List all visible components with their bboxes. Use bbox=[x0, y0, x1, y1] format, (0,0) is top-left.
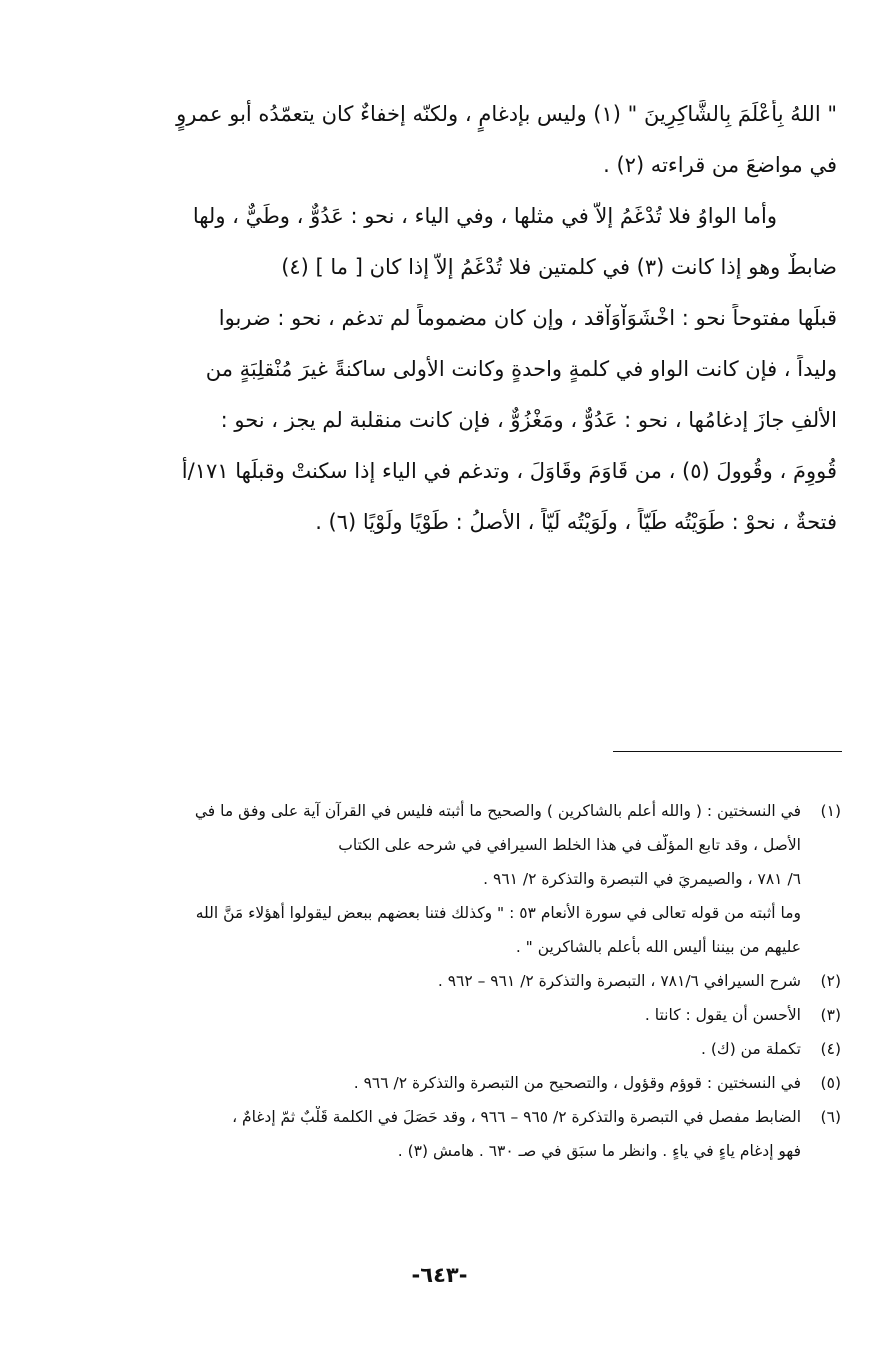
footnote-5 bbox=[70, 1072, 841, 1106]
footnote-6 bbox=[70, 1106, 841, 1174]
footnote-number: (٢) bbox=[820, 972, 841, 990]
text-line: في مواضعَ من قراءته (٢) . bbox=[603, 153, 837, 177]
text-line: فتحةٌ ، نحوْ : طَوَيْتُه طَيّاً ، ولَوَيْتُه لَيّاً ، الأصلُ : طَوْيًا ولَوْيًا (٦) . bbox=[315, 510, 837, 534]
footnote-line: في النسختين : ( والله أعلم بالشاكرين ) والصحيح ما أثبته فليس في القرآن آية على وفق ما في bbox=[194, 802, 801, 820]
text-line: " اللهُ بِأَعْلَمَ بِالشَّاكِرِينَ " (١) وليس بإدغامٍ ، ولكنّه إخفاءٌ كان يتعمّدُه أبو عمروٍ bbox=[176, 102, 837, 126]
text-line: قُووِمَ ، وقُوولَ (٥) ، من قَاوَمَ وقَاوَلَ ، وتدغم في الياء إذا سكنتْ وقبلَها ١٧١/أ bbox=[181, 459, 837, 483]
footnote-line: الأصل ، وقد تابع المؤلّف في هذا الخلط السيرافي في شرحه على الكتاب bbox=[338, 836, 801, 854]
footnote-1 bbox=[70, 800, 841, 902]
footnotes bbox=[70, 800, 841, 1174]
text-line: وأما الواوُ فلا تُدْغَمُ إلاّ في مثلها ، وفي الياء ، نحو : عَدُوٌّ ، وطَيٌّ ، ولها bbox=[192, 204, 777, 228]
footnote-number: (٥) bbox=[820, 1074, 841, 1092]
footnote-number: (٦) bbox=[820, 1108, 841, 1126]
footnote-1-continuation bbox=[70, 902, 841, 970]
footnote-line: ٦/ ٧٨١ ، والصيمريَ في التبصرة والتذكرة ٢/ ٩٦١ . bbox=[483, 870, 801, 888]
footnote-number: (٤) bbox=[820, 1040, 841, 1058]
footnote-line: تكملة من (ك) . bbox=[701, 1040, 801, 1058]
footnote-line: الضابط مفصل في التبصرة والتذكرة ٢/ ٩٦٥ – ٩٦٦ ، وقد حَصَلَ في الكلمة قَلْبٌ ثمّ إدغامٌ ، bbox=[232, 1108, 801, 1126]
footnote-line: عليهم من بيننا أليس الله بأعلم بالشاكرين " . bbox=[515, 938, 801, 956]
footnote-separator bbox=[613, 751, 842, 752]
page-number: -٦٤٣- bbox=[411, 1263, 468, 1287]
footnote-4 bbox=[70, 1038, 841, 1072]
footnote-line: الأحسن أن يقول : كانتا . bbox=[644, 1006, 801, 1024]
text-line: ضابطٌ وهو إذا كانت (٣) في كلمتين فلا تُدْغَمُ إلاّ إذا كان [ ما ] (٤) bbox=[281, 255, 837, 279]
text-line: قبلَها مفتوحاً نحو : اخْشَوَاْوَاْقد ، وإن كان مضموماً لم تدغم ، نحو : ضربوا bbox=[218, 306, 837, 330]
footnote-line: شرح السيرافي ٧٨١/٦ ، التبصرة والتذكرة ٢/ ٩٦١ – ٩٦٢ . bbox=[437, 972, 801, 990]
footnote-line: في النسختين : قوؤم وقؤول ، والتصحيح من التبصرة والتذكرة ٢/ ٩٦٦ . bbox=[353, 1074, 801, 1092]
footnote-line: فهو إدغام ياءٍ في ياءٍ . وانظر ما سبَق في صـ ٦٣٠ . هامش (٣) . bbox=[397, 1142, 801, 1160]
footnote-2 bbox=[70, 970, 841, 1004]
text-line: وليداً ، فإن كانت الواو في كلمةٍ واحدةٍ وكانت الأولى ساكنةً غيرَ مُنْقلِبَةٍ من bbox=[205, 357, 837, 381]
footnote-line: وما أثبته من قوله تعالى في سورة الأنعام ٥٣ : " وكذلك فتنا بعضهم ببعض ليقولوا أهؤلاء مَنَّ الله bbox=[195, 904, 801, 922]
footnote-number: (١) bbox=[820, 802, 841, 820]
footnote-number: (٣) bbox=[820, 1006, 841, 1024]
footnote-3 bbox=[70, 1004, 841, 1038]
text-line: الألفِ جازَ إدغامُها ، نحو : عَدُوٌّ ، ومَغْزُوٌّ ، فإن كانت منقلبة لم يجز ، نحو : bbox=[220, 408, 837, 432]
main-text bbox=[90, 100, 837, 559]
